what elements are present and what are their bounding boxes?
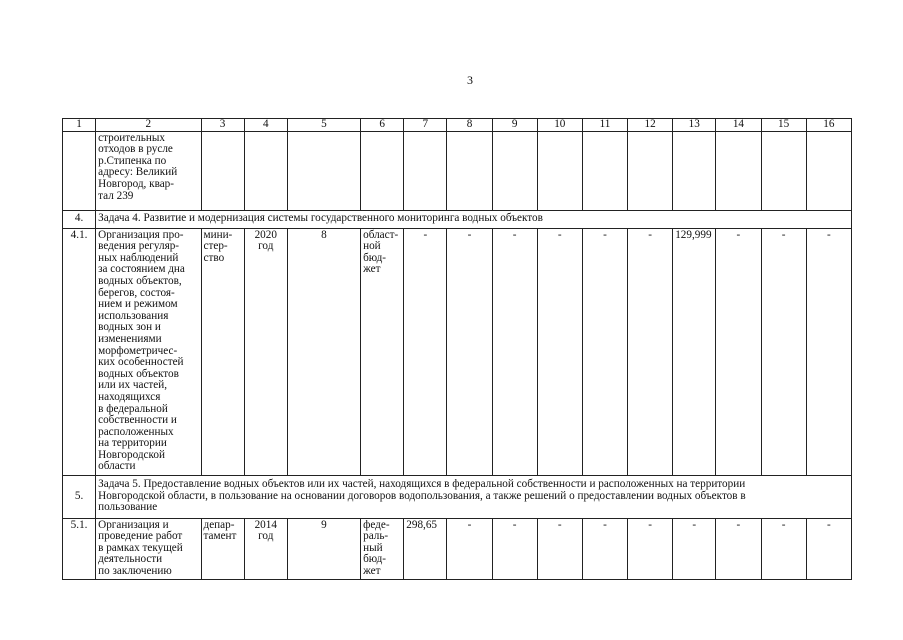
table-cell: -: [537, 518, 582, 579]
table-cell: феде- раль- ный бюд- жет: [361, 518, 404, 579]
header-cell: 8: [447, 119, 492, 132]
table-cell: -: [761, 228, 806, 475]
column-number-row: [63, 119, 852, 132]
table-cell: [673, 131, 716, 210]
table-cell: [716, 131, 761, 210]
table-cell: строительных отходов в русле р.Стипенка по адресу: Великий Новгород, квар- тал 239: [96, 131, 201, 210]
table-cell: -: [673, 518, 716, 579]
table-cell: [806, 131, 851, 210]
table-cell: мини- стер- ство: [201, 228, 244, 475]
table-cell: -: [447, 228, 492, 475]
table-row: [63, 131, 852, 210]
header-cell: 14: [716, 119, 761, 132]
table-cell: 5.1.: [63, 518, 96, 579]
table-cell: Организация и проведение работ в рамках текущей деятельности по заключению: [96, 518, 201, 579]
table-cell: 129,999: [673, 228, 716, 475]
table-cell: [492, 131, 537, 210]
section-row-5: [63, 475, 852, 518]
table-cell: 2014 год: [244, 518, 287, 579]
header-cell: 7: [404, 119, 447, 132]
header-cell: 12: [628, 119, 673, 132]
table-cell: -: [582, 518, 627, 579]
section-row-4: [63, 210, 852, 228]
table-cell: [582, 131, 627, 210]
table-cell: [287, 131, 360, 210]
table-cell: [447, 131, 492, 210]
table-cell: [537, 131, 582, 210]
table-cell: -: [492, 518, 537, 579]
header-cell: 4: [244, 119, 287, 132]
table-cell: 8: [287, 228, 360, 475]
table-cell: област- ной бюд- жет: [361, 228, 404, 475]
table-cell: -: [447, 518, 492, 579]
table-cell: Организация про- ведения регуляр- ных наблюдений за состоянием дна водных объектов, берегов, состоя- нием и режимом использования водных зон и изменениями морфометричес- ких особенностей водных объектов или их частей, находящихся в федеральной собственности и расположенных на территории Новгородской области: [96, 228, 201, 475]
table-cell: -: [761, 518, 806, 579]
table-cell: -: [806, 228, 851, 475]
section-number: 5.: [63, 475, 96, 518]
table-cell: [404, 131, 447, 210]
table-cell: -: [492, 228, 537, 475]
table-cell: [628, 131, 673, 210]
table-row: [63, 518, 852, 579]
section-title: Задача 4. Развитие и модернизация системы государственного мониторинга водных объектов: [96, 210, 852, 228]
table-cell: [761, 131, 806, 210]
table-cell: [361, 131, 404, 210]
header-cell: 11: [582, 119, 627, 132]
header-cell: 16: [806, 119, 851, 132]
table-cell: [201, 131, 244, 210]
section-title: Задача 5. Предоставление водных объектов или их частей, находящихся в федеральной собственности и расположенных на территории Новгородской области, в пользование на основании договоров водопользования, а также решений о предоставлении водных объектов в пользование: [96, 475, 852, 518]
table-cell: -: [537, 228, 582, 475]
section-number: 4.: [63, 210, 96, 228]
table-cell: 2020 год: [244, 228, 287, 475]
header-cell: 15: [761, 119, 806, 132]
table-cell: [63, 131, 96, 210]
table-cell: -: [806, 518, 851, 579]
table-cell: -: [628, 518, 673, 579]
header-cell: 9: [492, 119, 537, 132]
table-cell: 298,65: [404, 518, 447, 579]
program-table: [62, 118, 852, 580]
table-cell: -: [582, 228, 627, 475]
table-cell: 4.1.: [63, 228, 96, 475]
page-number: 3: [467, 73, 473, 87]
table-cell: депар- тамент: [201, 518, 244, 579]
header-cell: 5: [287, 119, 360, 132]
table-row: [63, 228, 852, 475]
header-cell: 13: [673, 119, 716, 132]
table-cell: -: [716, 228, 761, 475]
header-cell: 3: [201, 119, 244, 132]
table-cell: 9: [287, 518, 360, 579]
table-cell: [244, 131, 287, 210]
header-cell: 10: [537, 119, 582, 132]
table-cell: -: [628, 228, 673, 475]
table-cell: -: [404, 228, 447, 475]
header-cell: 2: [96, 119, 201, 132]
header-cell: 1: [63, 119, 96, 132]
header-cell: 6: [361, 119, 404, 132]
table-cell: -: [716, 518, 761, 579]
